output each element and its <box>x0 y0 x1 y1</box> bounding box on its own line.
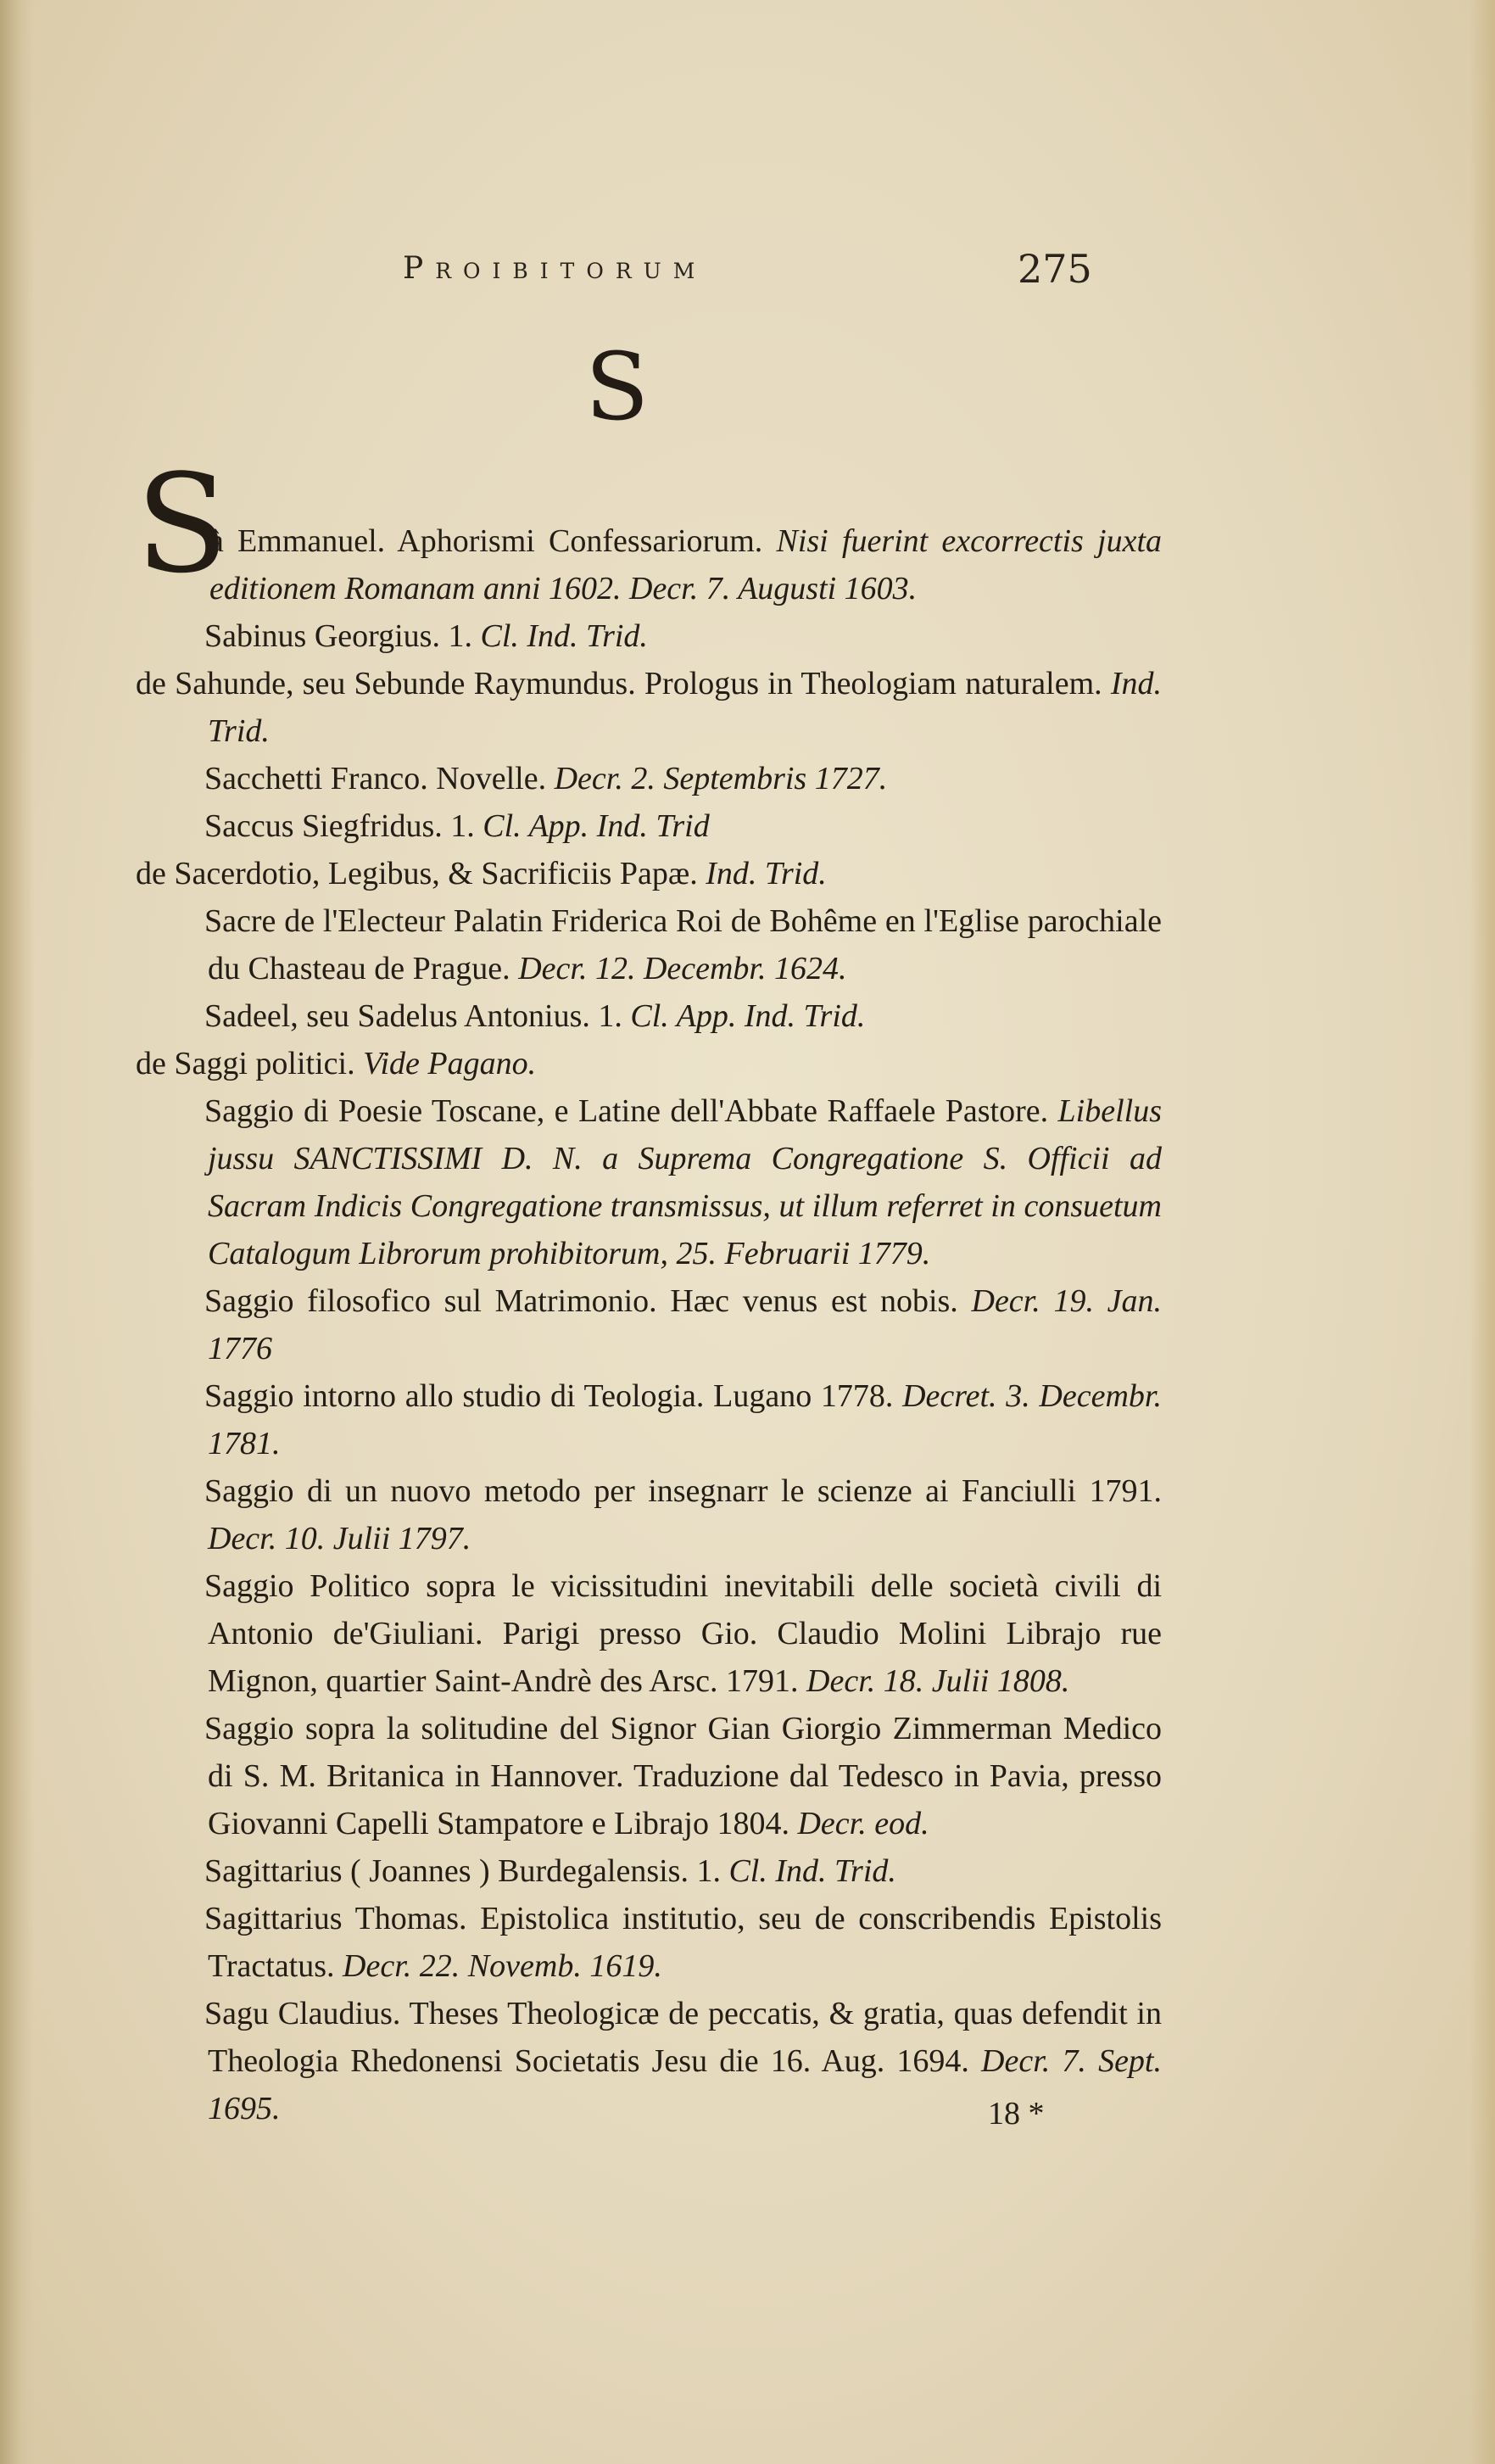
entry-text: Sagittarius ( Joannes ) Burdegalensis. 1. <box>204 1853 721 1889</box>
index-entry <box>136 1087 1162 1277</box>
entry-text: Sadeel, seu Sadelus Antonius. 1. <box>204 998 622 1034</box>
entry-decree: Decr. 22. Novemb. 1619. <box>343 1948 662 1984</box>
page-number: 275 <box>1018 246 1092 292</box>
drop-cap: S <box>136 444 229 603</box>
index-entry <box>136 850 1162 897</box>
index-entry <box>136 1705 1162 1847</box>
index-entry <box>136 1895 1162 1990</box>
entry-text: Saggio Politico sopra le vicissitudini inevitabili delle società civili di Antonio de'Giuliani. Parigi presso Gio. Claudio Molini Librajo rue Mignon, quartier Saint-Andrè des Arsc. 1791. <box>204 1568 1162 1699</box>
entry-text: à Emmanuel. Aphorismi Confessariorum. <box>209 523 763 559</box>
index-entry <box>136 517 1162 612</box>
index-entry <box>136 755 1162 802</box>
entry-text: Sacchetti Franco. Novelle. <box>204 761 547 796</box>
page-spine-shadow <box>0 0 34 2464</box>
entry-decree: Decr. 19. Jan. 1776 <box>208 1283 1163 1366</box>
entry-decree: Ind. Trid. <box>208 666 1163 749</box>
entry-decree: Ind. Trid. <box>706 856 827 891</box>
entry-decree: Vide Pagano. <box>363 1046 537 1081</box>
running-head: Proibitorum <box>403 251 707 286</box>
index-entry <box>136 1847 1162 1895</box>
entry-text: Saggio filosofico sul Matrimonio. Hæc venus est nobis. <box>204 1283 958 1319</box>
entry-text: Saccus Siegfridus. 1. <box>204 808 475 844</box>
index-entry <box>136 1040 1162 1087</box>
entry-decree: Nisi fuerint excorrectis juxta editionem Romanam anni 1602. Decr. 7. Augusti 1603. <box>209 523 1163 606</box>
entry-decree: Decr. eod. <box>797 1806 929 1841</box>
entry-decree: Cl. App. Ind. Trid <box>483 808 710 844</box>
entry-decree: Decr. 12. Decembr. 1624. <box>518 951 847 986</box>
index-entry <box>136 1372 1162 1467</box>
entry-decree: Cl. Ind. Trid. <box>728 1853 896 1889</box>
entry-text: Saggio sopra la solitudine del Signor Gian Giorgio Zimmerman Medico di S. M. Britanica in Hannover. Traduzione dal Tedesco in Pavia, presso Giovanni Capelli Stampatore e Librajo 1804. <box>204 1711 1162 1841</box>
index-entry <box>136 802 1162 850</box>
entry-decree: Libellus jussu SANCTISSIMI D. N. a Suprema Congregatione S. Officii ad Sacram Indicis Congregatione transmissus, ut illum referret in consuetum Catalogum Librorum prohibitorum, 25. Februarii 1779. <box>208 1093 1162 1271</box>
signature-mark: 18 * <box>988 2096 1045 2132</box>
entry-text: Sagittarius Thomas. Epistolica institutio, seu de conscribendis Epistolis Tractatus. <box>204 1901 1162 1984</box>
index-entry <box>136 992 1162 1040</box>
index-entry <box>136 612 1162 660</box>
section-letter: S <box>585 332 650 441</box>
entry-text: de Saggi politici. <box>136 1046 355 1081</box>
index-entry <box>136 1562 1162 1705</box>
entry-text: Sagu Claudius. Theses Theologicæ de peccatis, & gratia, quas defendit in Theologia Rhedonensi Societatis Jesu die 16. Aug. 1694. <box>204 1996 1162 2079</box>
entry-text: Saggio intorno allo studio di Teologia. Lugano 1778. <box>204 1378 894 1414</box>
entry-text: Saggio di un nuovo metodo per insegnarr le scienze ai Fanciulli 1791. <box>204 1473 1162 1509</box>
entry-text: Sabinus Georgius. 1. <box>204 618 472 654</box>
entry-decree: Decr. 7. Sept. 1695. <box>208 2043 1162 2126</box>
entry-text: de Sahunde, seu Sebunde Raymundus. Prologus in Theologiam naturalem. <box>136 666 1102 701</box>
entry-text: Sacre de l'Electeur Palatin Friderica Roi de Bohême en l'Eglise parochiale du Chasteau de Prague. <box>204 903 1162 986</box>
index-entry <box>136 1467 1162 1562</box>
entry-decree: Cl. Ind. Trid. <box>480 618 648 654</box>
index-entries <box>136 517 1162 2132</box>
entry-text: Saggio di Poesie Toscane, e Latine dell'Abbate Raffaele Pastore. <box>204 1093 1049 1129</box>
entry-decree: Decr. 10. Julii 1797. <box>208 1521 471 1556</box>
index-entry <box>136 1277 1162 1372</box>
entry-decree: Cl. App. Ind. Trid. <box>630 998 866 1034</box>
entry-decree: Decr. 18. Julii 1808. <box>806 1663 1070 1699</box>
entry-decree: Decr. 2. Septembris 1727. <box>554 761 888 796</box>
index-entry <box>136 897 1162 992</box>
page-edge-shadow <box>1470 0 1495 2464</box>
entry-text: de Sacerdotio, Legibus, & Sacrificiis Papæ. <box>136 856 698 891</box>
entry-decree: Decret. 3. Decembr. 1781. <box>208 1378 1162 1461</box>
index-entry <box>136 660 1162 755</box>
